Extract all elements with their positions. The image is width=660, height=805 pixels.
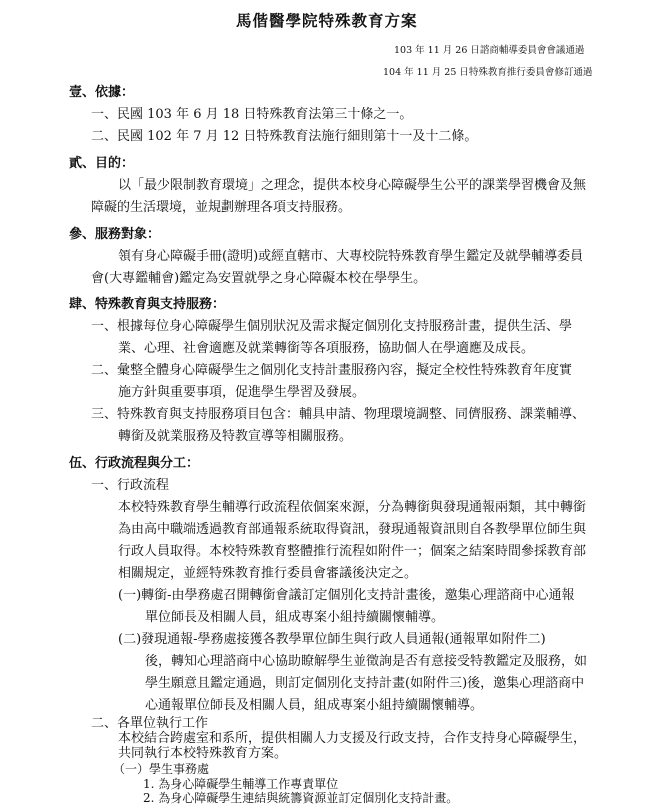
- section-3-line-2: 會(大專鑑輔會)鑑定為安置就學之身心障礙本校在學學生。: [91, 271, 427, 286]
- discovery-paragraph-line-2: 後，轉知心理諮商中心協助瞭解學生並徵詢是否有意接受特教鑑定及服務，如: [145, 654, 588, 669]
- section-4-item-2-line-1: 二、彙整全體身心障礙學生之個別化支持計畫服務內容，擬定全校性特殊教育年度實: [91, 363, 573, 378]
- discovery-paragraph-line-4: 心通報單位師長及相關人員，組成專案小組持續關懷輔導。: [145, 698, 484, 713]
- section-1-item-1: 一、民國 103 年 6 月 18 日特殊教育法第三十條之一。: [91, 107, 413, 122]
- section-4-item-3-line-2: 轉銜及就業服務及特教宣導等相關服務。: [118, 429, 353, 444]
- transfer-paragraph-line-1: (一)轉銜-由學務處召開轉銜會議訂定個別化支持計畫後，邀集心理諮商中心通報: [118, 588, 575, 603]
- section-3-line-1: 領有身心障礙手冊(證明)或經直轄市、大專校院特殊教育學生鑑定及就學輔導委員: [118, 249, 584, 264]
- section-5-sub-1-heading: 一、行政流程: [91, 478, 170, 493]
- section-4-item-1-line-2: 業、心理、社會適應及就業轉銜等各項服務，協助個人在學適應及成長。: [118, 341, 535, 356]
- section-5-sub-1-line-4: 相關規定，並經特殊教育推行委員會審議後決定之。: [118, 566, 418, 581]
- section-5-sub-2-heading: 二、各單位執行工作: [91, 716, 209, 731]
- discovery-paragraph-line-3: 學生願意且鑑定通過，則訂定個別化支持計畫(如附件三)後，邀集心理諮商中: [145, 676, 585, 691]
- section-2-line-2: 障礙的生活環境，並規劃辦理各項支持服務。: [91, 200, 352, 215]
- transfer-paragraph-line-2: 單位師長及相關人員，組成專案小組持續關懷輔導。: [145, 610, 445, 625]
- section-2-line-1: 以「最少限制教育環境」之理念，提供本校身心障礙學生公平的課業學習機會及無: [118, 178, 587, 193]
- section-1-heading: 壹、依據：: [69, 85, 135, 100]
- discovery-paragraph-line-1: (二)發現通報-學務處接獲各教學單位師生與行政人員通報(通報單如附件二): [118, 632, 546, 647]
- task-item-1: 1. 為身心障礙學生輔導工作專責單位: [143, 777, 339, 791]
- section-3-heading: 參、服務對象：: [69, 227, 161, 242]
- unit-heading-student-affairs: （一）學生事務處: [113, 762, 210, 776]
- section-5-sub-2-line-1: 本校結合跨處室和系所，提供相關人力支援及行政支持，合作支持身心障礙學生，: [118, 731, 587, 746]
- section-4-item-2-line-2: 施方針與重要事項，促進學生學習及發展。: [118, 385, 366, 400]
- section-4-item-3-line-1: 三、特殊教育與支持服務項目包含：輔具申請、物理環境調整、同儕服務、課業輔導、: [91, 407, 586, 422]
- section-5-heading: 伍、行政流程與分工：: [69, 456, 200, 471]
- section-5-sub-1-line-3: 行政人員取得。本校特殊教育整體推行流程如附件一；個案之結案時間參採教育部: [118, 544, 587, 559]
- task-item-2: 2. 為身心障礙學生連結與統籌資源並訂定個別化支持計畫。: [143, 791, 459, 805]
- section-2-heading: 貳、目的：: [69, 156, 135, 171]
- approval-note-2: 104 年 11 月 25 日特殊教育推行委員會修訂通過: [383, 67, 593, 78]
- document-title: 馬偕醫學院特殊教育方案: [236, 11, 418, 30]
- section-1-item-2: 二、民國 102 年 7 月 12 日特殊教育法施行細則第十一及十二條。: [91, 129, 478, 144]
- section-5-sub-2-line-2: 共同執行本校特殊教育方案。: [118, 746, 288, 761]
- approval-note-1: 103 年 11 月 26 日諮商輔導委員會會議通過: [394, 45, 585, 56]
- section-4-item-1-line-1: 一、根據每位身心障礙學生個別狀況及需求擬定個別化支持服務計畫，提供生活、學: [91, 319, 573, 334]
- section-5-sub-1-line-2: 為由高中職端透過教育部通報系統取得資訊，發現通報資訊則自各教學單位師生與: [118, 522, 587, 537]
- section-5-sub-1-line-1: 本校特殊教育學生輔導行政流程依個案來源，分為轉銜與發現通報兩類，其中轉銜: [118, 500, 587, 515]
- section-4-heading: 肆、特殊教育與支持服務：: [69, 297, 226, 312]
